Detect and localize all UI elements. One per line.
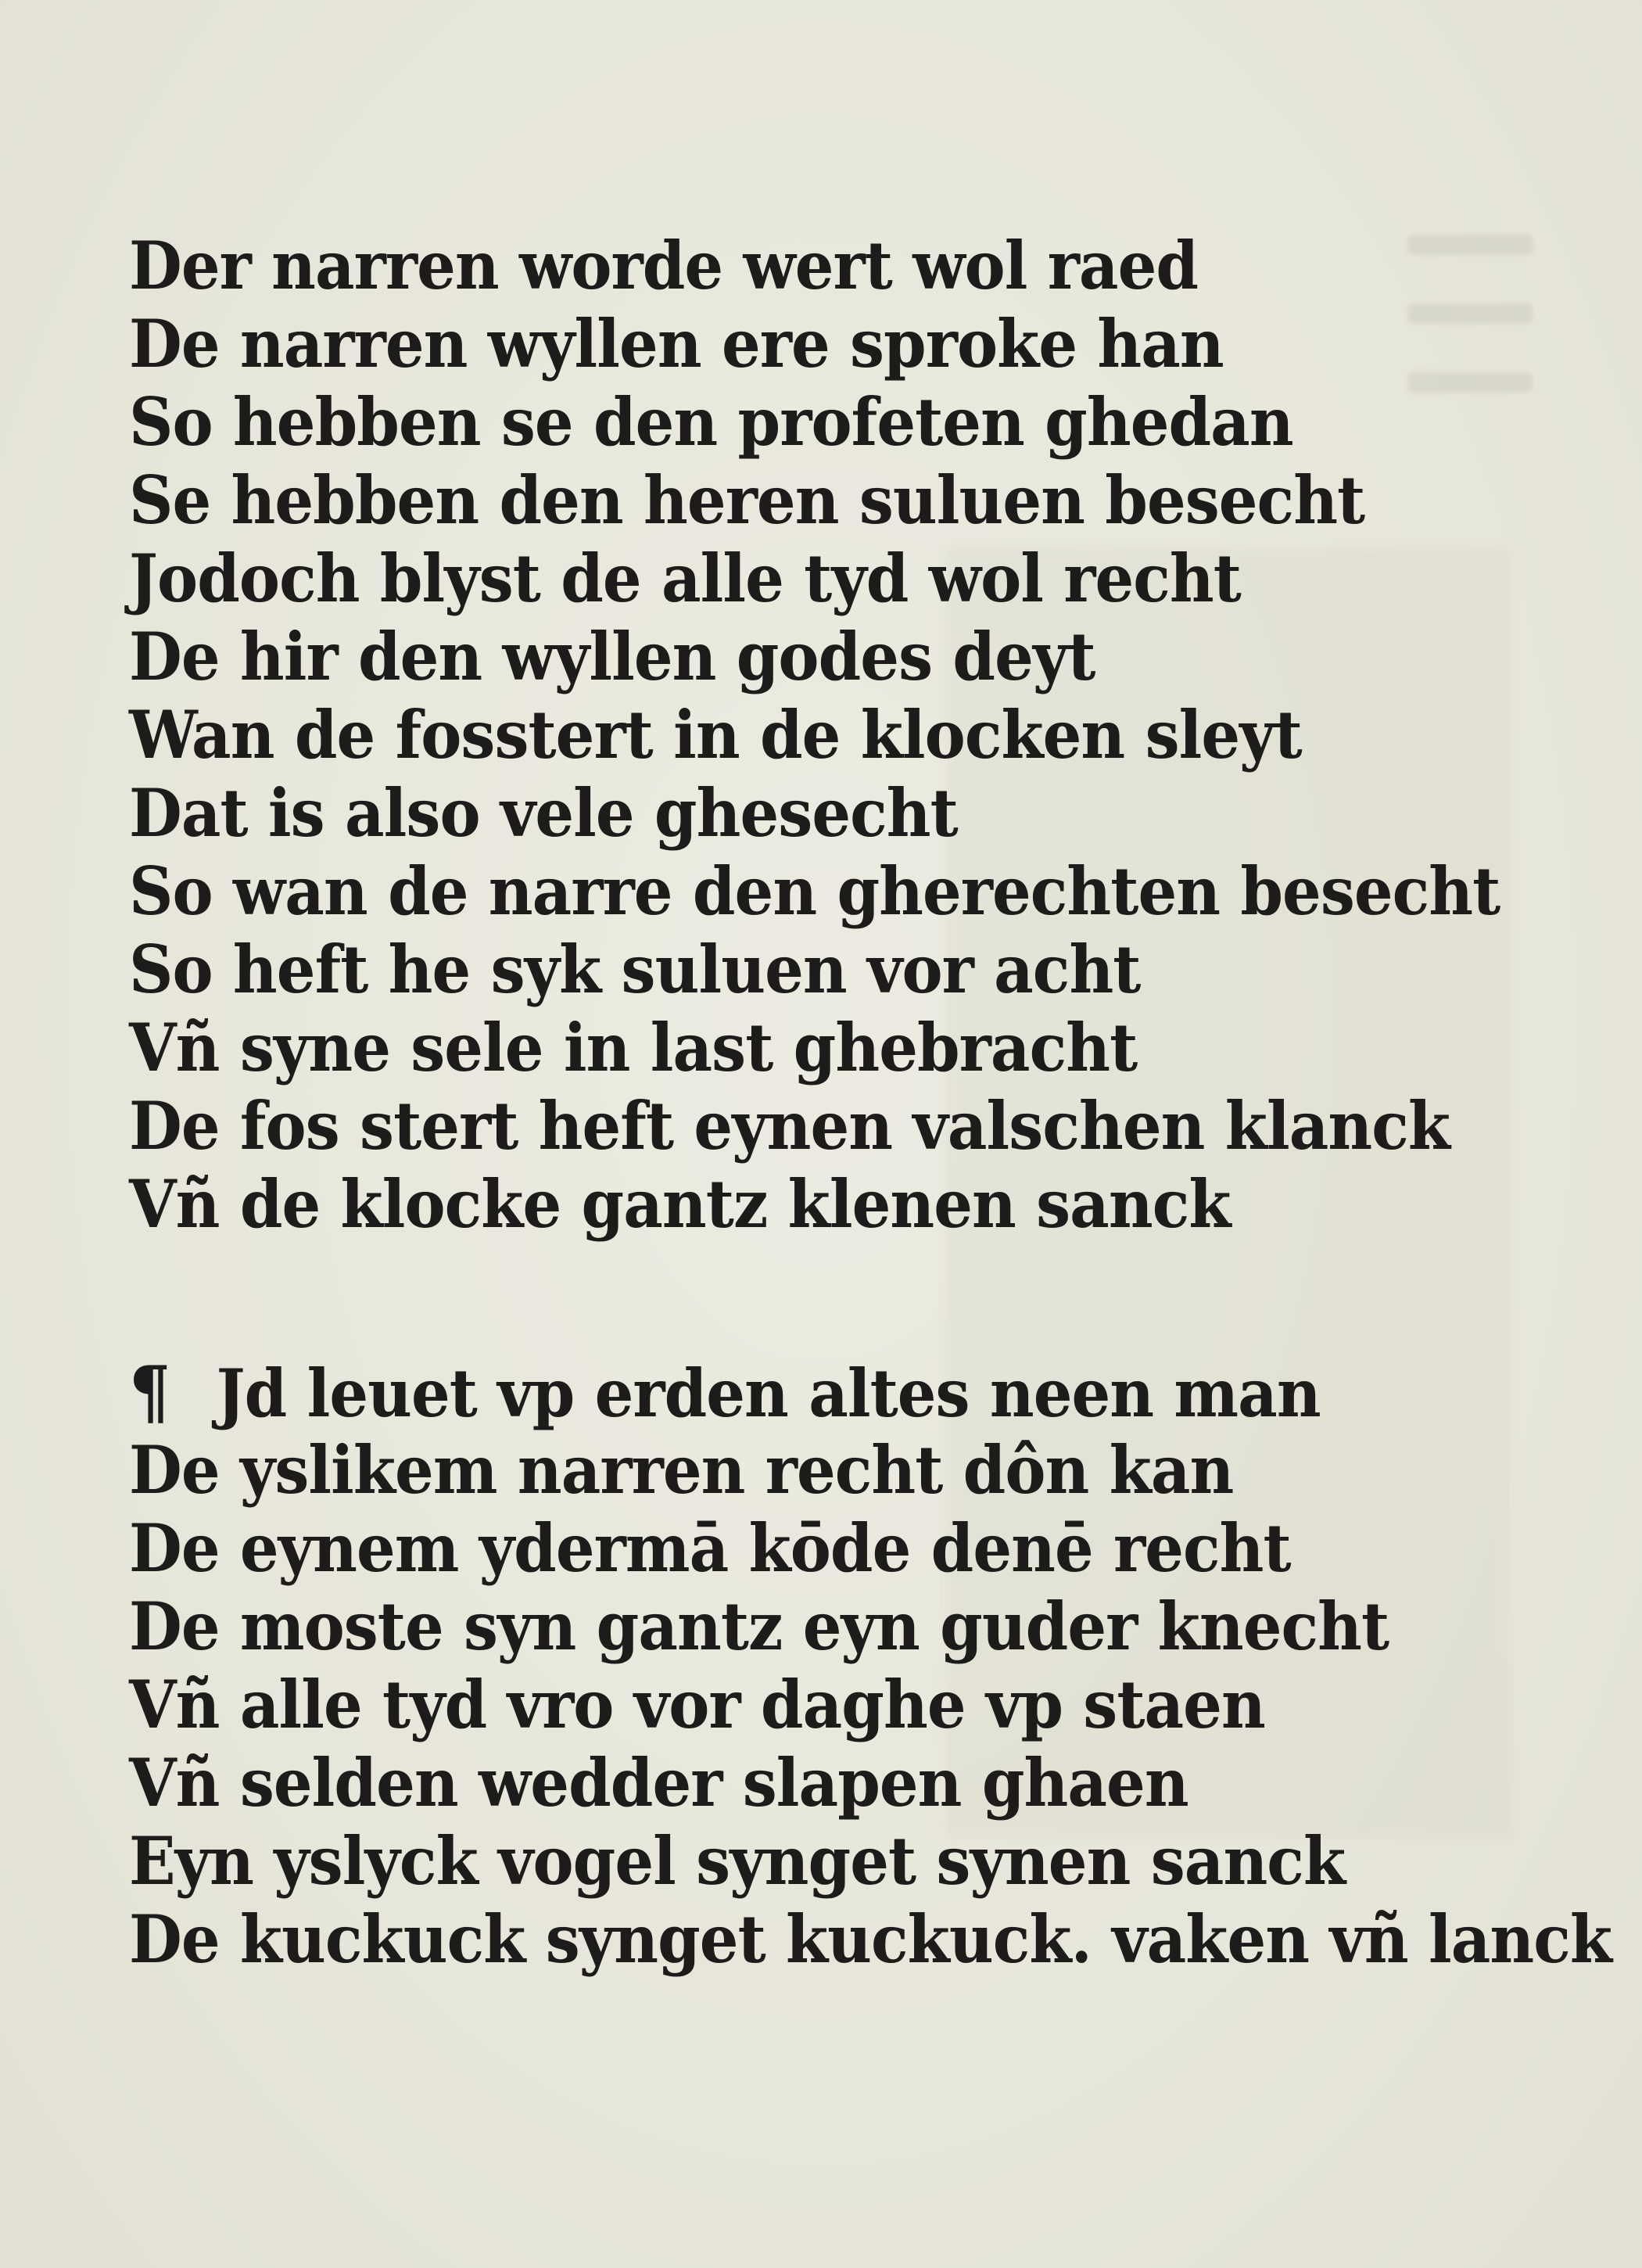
- stanza-1: [129, 227, 1505, 1243]
- verse-line: De eynem ydermā kōde denē recht: [129, 1509, 1291, 1587]
- pilcrow-mark: ¶: [129, 1351, 170, 1434]
- verse-line: Eyn yslyck vogel synget synen sanck: [129, 1822, 1346, 1900]
- verse-line: Wan de fosstert in de klocken sleyt: [129, 696, 1302, 773]
- verse-line: Vñ de klocke gantz klenen sanck: [129, 1165, 1231, 1243]
- poem-text: [129, 227, 1612, 1979]
- verse-line: So heft he syk suluen vor acht: [129, 931, 1141, 1008]
- verse-line: Vñ alle tyd vro vor daghe vp staen: [129, 1666, 1265, 1743]
- verse-line: Vñ selden wedder slapen ghaen: [129, 1744, 1188, 1821]
- verse-line: De kuckuck synget kuckuck. vaken vñ lanck: [129, 1900, 1612, 1978]
- verse-line: Der narren worde wert wol raed: [129, 227, 1199, 304]
- verse-line: De narren wyllen ere sproke han: [129, 305, 1224, 382]
- verse-line: De moste syn gantz eyn guder knecht: [129, 1588, 1389, 1665]
- verse-line: Vñ syne sele in last ghebracht: [129, 1009, 1138, 1086]
- verse-line: Dat is also vele ghesecht: [129, 774, 958, 852]
- verse-line: De hir den wyllen godes deyt: [129, 618, 1095, 695]
- verse-line: De yslikem narren recht dôn kan: [129, 1431, 1234, 1509]
- verse-line: Jodoch blyst de alle tyd wol recht: [129, 540, 1241, 617]
- stanza-2: [129, 1351, 1612, 1979]
- stanza-divider: [129, 1243, 1505, 1353]
- verse-line: So wan de narre den gherechten besecht: [129, 852, 1500, 930]
- verse-line-text: Jd leuet vp erden altes neen man: [216, 1355, 1321, 1432]
- verse-line-first: [129, 1351, 1409, 1434]
- verse-line: De fos stert heft eynen valschen klanck: [129, 1087, 1450, 1165]
- verse-line: Se hebben den heren suluen besecht: [129, 461, 1365, 539]
- verse-line: So hebben se den profeten ghedan: [129, 383, 1293, 461]
